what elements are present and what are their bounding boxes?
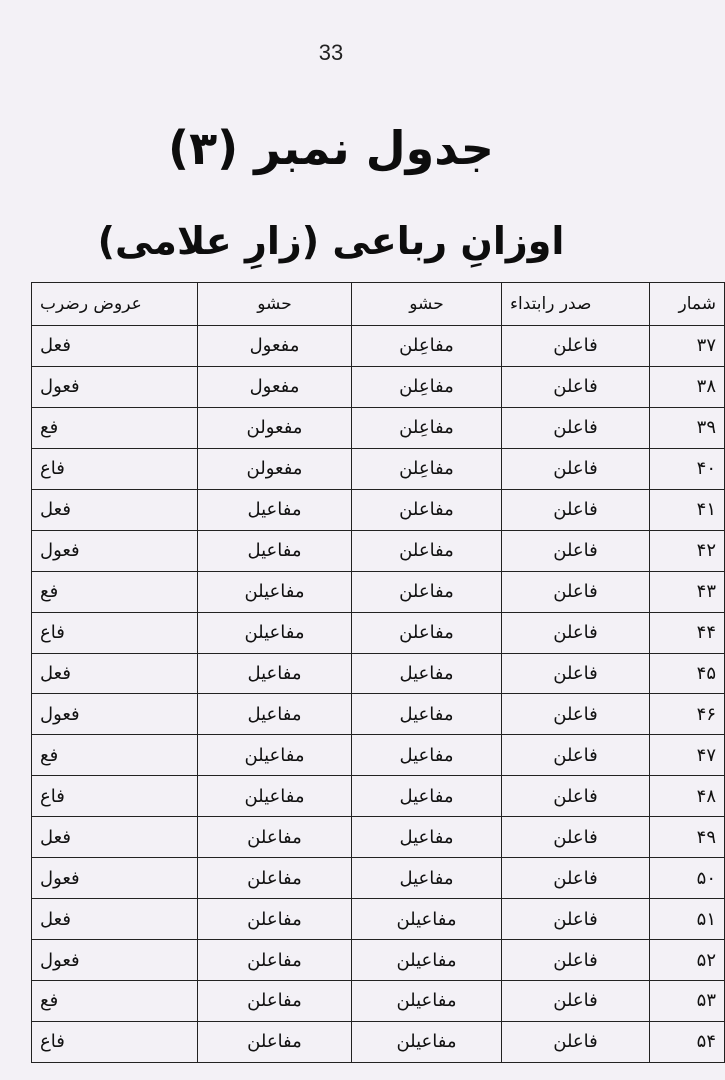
hashw-1-cell: مفاعیل bbox=[352, 653, 502, 694]
table-row bbox=[32, 326, 725, 367]
hashw-1-cell: مفاعِلن bbox=[352, 407, 502, 448]
aruz-cell: فعول bbox=[32, 694, 198, 735]
hashw-2-cell: مفعولن bbox=[198, 407, 352, 448]
sadr-cell: فاعلن bbox=[502, 407, 650, 448]
hashw-2-cell: مفعول bbox=[198, 326, 352, 367]
row-number-cell: ۴۷ bbox=[650, 735, 725, 776]
table-row bbox=[32, 694, 725, 735]
row-number-cell: ۵۴ bbox=[650, 1021, 725, 1062]
sadr-cell: فاعلن bbox=[502, 899, 650, 940]
page-subtitle: اوزانِ رباعی (زارِ علامی) bbox=[97, 219, 565, 263]
table-row bbox=[32, 940, 725, 981]
aruz-cell: فاع bbox=[32, 448, 198, 489]
meters-table bbox=[31, 282, 725, 1063]
hashw-1-cell: مفاعیل bbox=[352, 817, 502, 858]
row-number-cell: ۴۹ bbox=[650, 817, 725, 858]
aruz-cell: فع bbox=[32, 571, 198, 612]
hashw-1-cell: مفاعیل bbox=[352, 858, 502, 899]
row-number-cell: ۴۲ bbox=[650, 530, 725, 571]
table-row bbox=[32, 981, 725, 1022]
sadr-cell: فاعلن bbox=[502, 694, 650, 735]
hashw-2-cell: مفعول bbox=[198, 366, 352, 407]
hashw-1-cell: مفاعلن bbox=[352, 530, 502, 571]
hashw-1-cell: مفاعِلن bbox=[352, 448, 502, 489]
sadr-cell: فاعلن bbox=[502, 735, 650, 776]
header-hashw-1: حشو bbox=[352, 283, 502, 326]
sadr-cell: فاعلن bbox=[502, 1021, 650, 1062]
row-number-cell: ۴۰ bbox=[650, 448, 725, 489]
hashw-2-cell: مفاعیلن bbox=[198, 571, 352, 612]
header-sadr: صدر رابتداء bbox=[502, 283, 650, 326]
table-row bbox=[32, 899, 725, 940]
sadr-cell: فاعلن bbox=[502, 326, 650, 367]
table-row bbox=[32, 407, 725, 448]
hashw-2-cell: مفاعیلن bbox=[198, 612, 352, 653]
aruz-cell: فع bbox=[32, 981, 198, 1022]
sadr-cell: فاعلن bbox=[502, 489, 650, 530]
hashw-2-cell: مفاعیل bbox=[198, 653, 352, 694]
hashw-2-cell: مفاعیلن bbox=[198, 776, 352, 817]
hashw-1-cell: مفاعیلن bbox=[352, 899, 502, 940]
row-number-cell: ۴۳ bbox=[650, 571, 725, 612]
aruz-cell: فعل bbox=[32, 653, 198, 694]
hashw-2-cell: مفاعلن bbox=[198, 858, 352, 899]
aruz-cell: فعول bbox=[32, 940, 198, 981]
header-aruz: عروض رضرب bbox=[32, 283, 198, 326]
aruz-cell: فعول bbox=[32, 530, 198, 571]
table-row bbox=[32, 489, 725, 530]
hashw-2-cell: مفاعیل bbox=[198, 530, 352, 571]
row-number-cell: ۴۶ bbox=[650, 694, 725, 735]
page-number: 33 bbox=[318, 40, 344, 65]
table-row bbox=[32, 817, 725, 858]
sadr-cell: فاعلن bbox=[502, 776, 650, 817]
sadr-cell: فاعلن bbox=[502, 653, 650, 694]
aruz-cell: فاع bbox=[32, 1021, 198, 1062]
header-number: شمار bbox=[650, 283, 725, 326]
aruz-cell: فاع bbox=[32, 776, 198, 817]
row-number-cell: ۴۱ bbox=[650, 489, 725, 530]
row-number-cell: ۵۱ bbox=[650, 899, 725, 940]
table-row bbox=[32, 776, 725, 817]
hashw-1-cell: مفاعیل bbox=[352, 776, 502, 817]
hashw-1-cell: مفاعیل bbox=[352, 694, 502, 735]
table-row bbox=[32, 653, 725, 694]
hashw-1-cell: مفاعیلن bbox=[352, 940, 502, 981]
hashw-1-cell: مفاعلن bbox=[352, 612, 502, 653]
row-number-cell: ۵۳ bbox=[650, 981, 725, 1022]
table-row bbox=[32, 530, 725, 571]
hashw-1-cell: مفاعیلن bbox=[352, 981, 502, 1022]
hashw-1-cell: مفاعِلن bbox=[352, 366, 502, 407]
hashw-1-cell: مفاعیل bbox=[352, 735, 502, 776]
sadr-cell: فاعلن bbox=[502, 448, 650, 489]
aruz-cell: فاع bbox=[32, 612, 198, 653]
aruz-cell: فع bbox=[32, 735, 198, 776]
header-hashw-2: حشو bbox=[198, 283, 352, 326]
sadr-cell: فاعلن bbox=[502, 571, 650, 612]
table-row bbox=[32, 735, 725, 776]
aruz-cell: فعل bbox=[32, 326, 198, 367]
table-row bbox=[32, 612, 725, 653]
aruz-cell: فعل bbox=[32, 899, 198, 940]
table-row bbox=[32, 858, 725, 899]
sadr-cell: فاعلن bbox=[502, 940, 650, 981]
hashw-2-cell: مفاعلن bbox=[198, 1021, 352, 1062]
row-number-cell: ۴۸ bbox=[650, 776, 725, 817]
sadr-cell: فاعلن bbox=[502, 981, 650, 1022]
aruz-cell: فعول bbox=[32, 858, 198, 899]
page-title: جدول نمبر (۳) bbox=[168, 121, 494, 175]
sadr-cell: فاعلن bbox=[502, 612, 650, 653]
hashw-1-cell: مفاعلن bbox=[352, 571, 502, 612]
aruz-cell: فع bbox=[32, 407, 198, 448]
hashw-1-cell: مفاعیلن bbox=[352, 1021, 502, 1062]
sadr-cell: فاعلن bbox=[502, 530, 650, 571]
aruz-cell: فعول bbox=[32, 366, 198, 407]
aruz-cell: فعل bbox=[32, 817, 198, 858]
hashw-2-cell: مفاعیل bbox=[198, 489, 352, 530]
table-body bbox=[32, 326, 725, 1063]
table-header-row bbox=[32, 283, 725, 326]
row-number-cell: ۵۲ bbox=[650, 940, 725, 981]
row-number-cell: ۳۹ bbox=[650, 407, 725, 448]
aruz-cell: فعل bbox=[32, 489, 198, 530]
hashw-2-cell: مفاعیل bbox=[198, 694, 352, 735]
table-row bbox=[32, 448, 725, 489]
row-number-cell: ۴۴ bbox=[650, 612, 725, 653]
hashw-2-cell: مفاعلن bbox=[198, 899, 352, 940]
hashw-2-cell: مفاعلن bbox=[198, 817, 352, 858]
table-row bbox=[32, 571, 725, 612]
sadr-cell: فاعلن bbox=[502, 858, 650, 899]
row-number-cell: ۵۰ bbox=[650, 858, 725, 899]
hashw-1-cell: مفاعلن bbox=[352, 489, 502, 530]
row-number-cell: ۳۸ bbox=[650, 366, 725, 407]
table-row bbox=[32, 366, 725, 407]
sadr-cell: فاعلن bbox=[502, 817, 650, 858]
hashw-1-cell: مفاعِلن bbox=[352, 326, 502, 367]
hashw-2-cell: مفعولن bbox=[198, 448, 352, 489]
hashw-2-cell: مفاعلن bbox=[198, 981, 352, 1022]
hashw-2-cell: مفاعلن bbox=[198, 940, 352, 981]
table-row bbox=[32, 1021, 725, 1062]
sadr-cell: فاعلن bbox=[502, 366, 650, 407]
hashw-2-cell: مفاعیلن bbox=[198, 735, 352, 776]
row-number-cell: ۴۵ bbox=[650, 653, 725, 694]
row-number-cell: ۳۷ bbox=[650, 326, 725, 367]
